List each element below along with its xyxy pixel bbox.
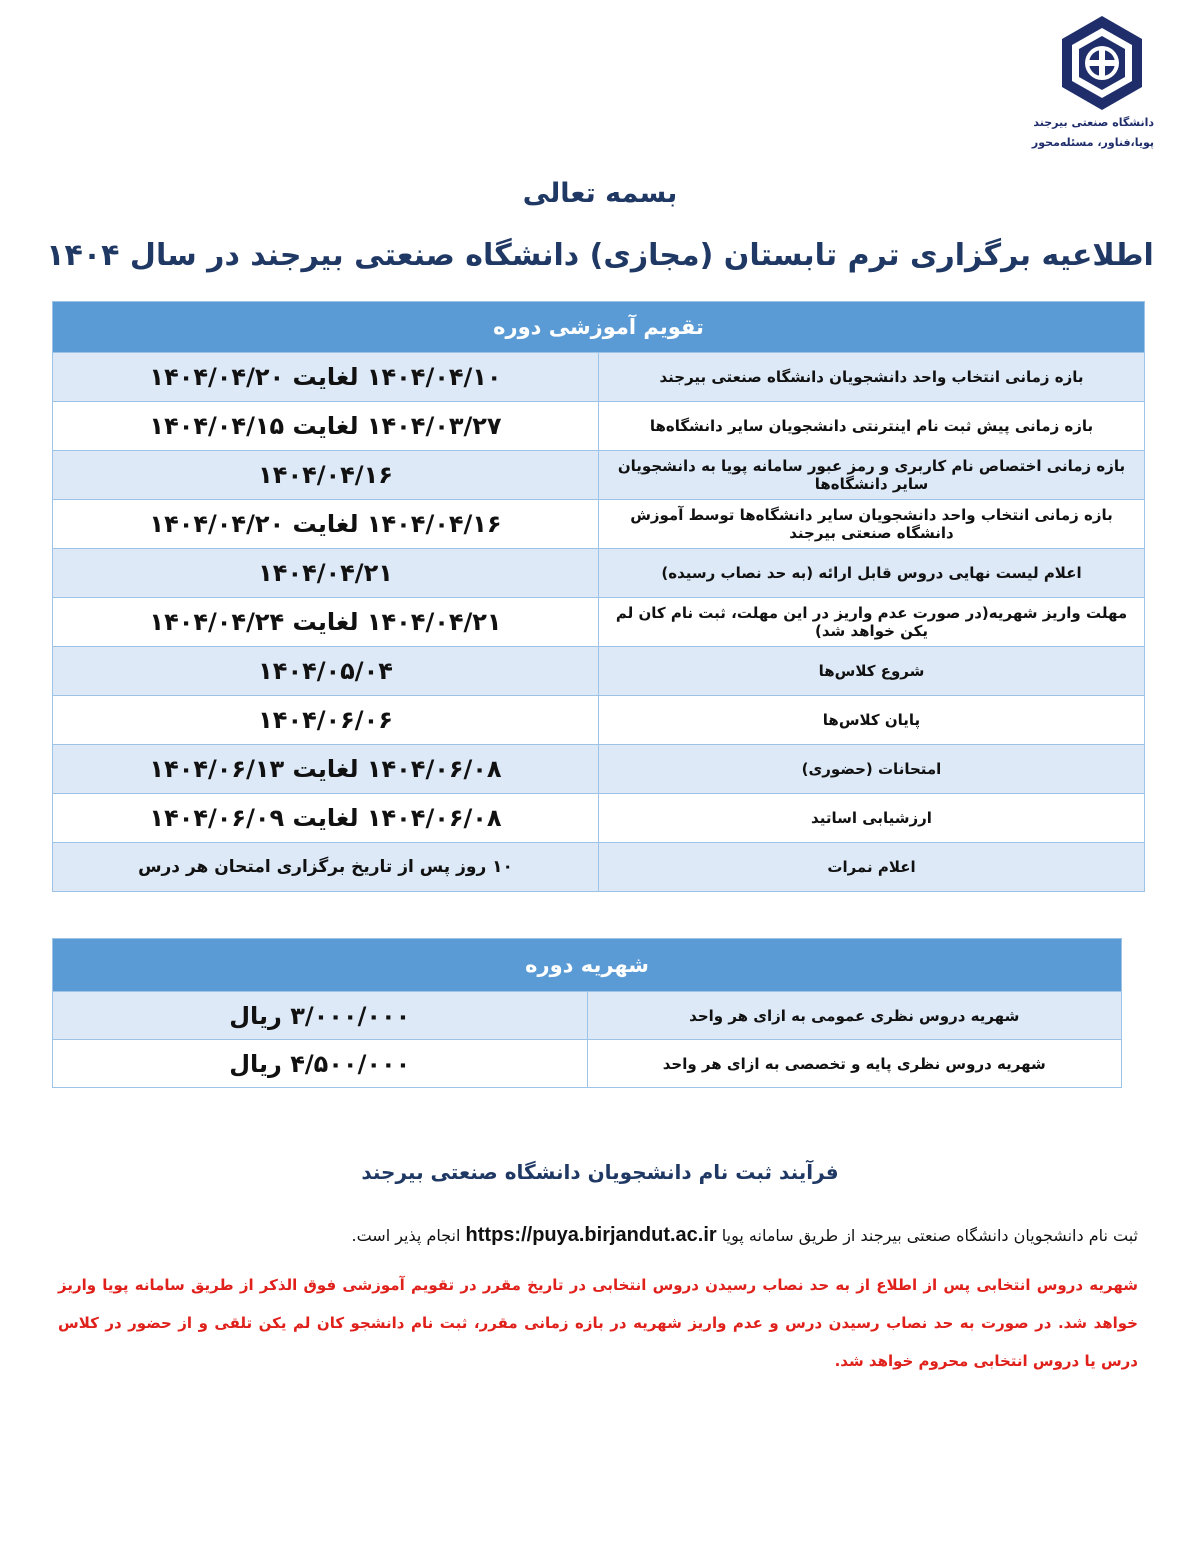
calendar-label: اعلام نمرات xyxy=(599,843,1145,892)
table-row xyxy=(53,598,1145,647)
academic-calendar-table xyxy=(52,301,1145,892)
table-row xyxy=(53,843,1145,892)
university-emblem-icon xyxy=(1056,14,1148,112)
page-title: اطلاعیه برگزاری ترم تابستان (مجازی) دانشگاه صنعتی بیرجند در سال ۱۴۰۴ xyxy=(46,238,1154,273)
table-row xyxy=(53,992,1122,1040)
calendar-value: ۱۴۰۴/۰۶/۰۸ لغایت ۱۴۰۴/۰۶/۰۹ xyxy=(53,794,599,843)
table-row xyxy=(53,1040,1122,1088)
table-row xyxy=(53,451,1145,500)
table-row xyxy=(53,696,1145,745)
fee-value: ۴/۵۰۰/۰۰۰ ریال xyxy=(53,1040,588,1088)
university-logo xyxy=(1031,14,1162,149)
instructions-text-after: انجام پذیر است. xyxy=(351,1226,461,1245)
calendar-value: ۱۴۰۴/۰۴/۱۶ xyxy=(53,451,599,500)
table-row xyxy=(53,549,1145,598)
puya-system-link[interactable]: https://puya.birjandut.ac.ir xyxy=(465,1224,717,1246)
calendar-label: اعلام لیست نهایی دروس قابل ارائه (به حد نصاب رسیده) xyxy=(599,549,1145,598)
calendar-value: ۱۴۰۴/۰۴/۱۶ لغایت ۱۴۰۴/۰۴/۲۰ xyxy=(53,500,599,549)
calendar-value: ۱۰ روز پس از تاریخ برگزاری امتحان هر درس xyxy=(53,843,599,892)
fee-label: شهریه دروس نظری پایه و تخصصی به ازای هر واحد xyxy=(587,1040,1122,1088)
calendar-label: امتحانات (حضوری) xyxy=(599,745,1145,794)
table-row xyxy=(53,794,1145,843)
registration-process-title: فرآیند ثبت نام دانشجویان دانشگاه صنعتی بیرجند xyxy=(361,1160,839,1184)
fees-heading: شهریه دوره xyxy=(53,939,1122,992)
calendar-value: ۱۴۰۴/۰۶/۰۶ xyxy=(53,696,599,745)
calendar-label: بازه زمانی انتخاب واحد دانشجویان سایر دانشگاه‌ها توسط آموزش دانشگاه صنعتی بیرجند xyxy=(599,500,1145,549)
fee-value: ۳/۰۰۰/۰۰۰ ریال xyxy=(53,992,588,1040)
instructions-text-before: ثبت نام دانشجویان دانشگاه صنعتی بیرجند از طریق سامانه پویا xyxy=(721,1226,1138,1245)
logo-slogan: پویا،فناور، مسئله‌محور xyxy=(1031,136,1154,149)
bismillah-heading: بسمه تعالی xyxy=(522,178,678,209)
tuition-warning-text: شهریه دروس انتخابی پس از اطلاع از به حد نصاب رسیدن دروس انتخابی در تاریخ مقرر در تقویم آموزشی فوق الذکر از طریق سامانه پویا واریز خواهد شد. در صورت به حد نصاب رسیدن درس و عدم واریز شهریه در بازه زمانی مقرر، ثبت نام دانشجو کان لم یکن تلقی و از حضور در کلاس درس یا دروس انتخابی محروم خواهد شد. xyxy=(58,1276,1138,1370)
calendar-label: بازه زمانی پیش ثبت نام اینترنتی دانشجویان سایر دانشگاه‌ها xyxy=(599,402,1145,451)
table-row xyxy=(53,402,1145,451)
table-row xyxy=(53,745,1145,794)
calendar-label: مهلت واریز شهریه(در صورت عدم واریز در این مهلت، ثبت نام کان لم یکن خواهد شد) xyxy=(599,598,1145,647)
calendar-label: بازه زمانی انتخاب واحد دانشجویان دانشگاه صنعتی بیرجند xyxy=(599,353,1145,402)
calendar-value: ۱۴۰۴/۰۴/۲۱ لغایت ۱۴۰۴/۰۴/۲۴ xyxy=(53,598,599,647)
calendar-value: ۱۴۰۴/۰۵/۰۴ xyxy=(53,647,599,696)
table-row xyxy=(53,353,1145,402)
table-row xyxy=(53,647,1145,696)
calendar-value: ۱۴۰۴/۰۴/۱۰ لغایت ۱۴۰۴/۰۴/۲۰ xyxy=(53,353,599,402)
calendar-label: پایان کلاس‌ها xyxy=(599,696,1145,745)
logo-university-name: دانشگاه صنعتی بیرجند xyxy=(1033,116,1154,129)
calendar-value: ۱۴۰۴/۰۳/۲۷ لغایت ۱۴۰۴/۰۴/۱۵ xyxy=(53,402,599,451)
calendar-label: بازه زمانی اختصاص نام کاربری و رمز عبور سامانه پویا به دانشجویان سایر دانشگاه‌ها xyxy=(599,451,1145,500)
fee-label: شهریه دروس نظری عمومی به ازای هر واحد xyxy=(587,992,1122,1040)
calendar-label: ارزشیابی اساتید xyxy=(599,794,1145,843)
calendar-value: ۱۴۰۴/۰۴/۲۱ xyxy=(53,549,599,598)
calendar-value: ۱۴۰۴/۰۶/۰۸ لغایت ۱۴۰۴/۰۶/۱۳ xyxy=(53,745,599,794)
calendar-heading: تقویم آموزشی دوره xyxy=(53,302,1145,353)
calendar-label: شروع کلاس‌ها xyxy=(599,647,1145,696)
table-row xyxy=(53,500,1145,549)
tuition-fee-table xyxy=(52,938,1122,1088)
registration-instructions xyxy=(58,1224,1138,1247)
